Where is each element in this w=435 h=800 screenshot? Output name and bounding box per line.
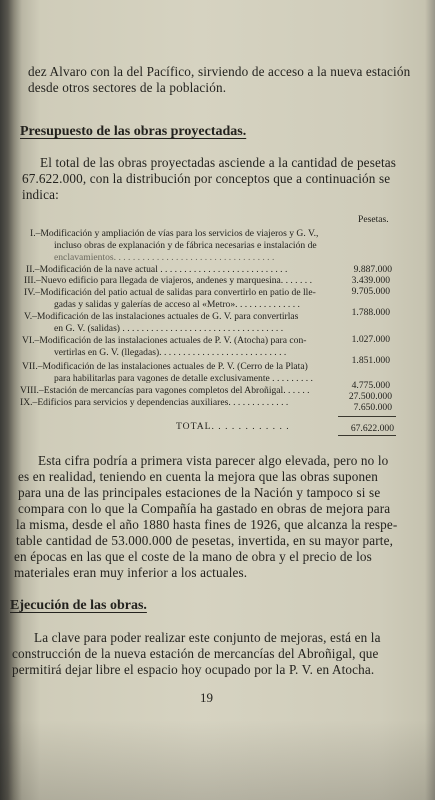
- page-number: 19: [200, 690, 213, 705]
- paragraph-line: materiales eran muy inferior a los actuales.: [14, 565, 248, 580]
- paragraph-line: es en realidad, teniendo en cuenta la mejora que las obras suponen: [18, 469, 378, 484]
- total-amount: 67.622.000: [350, 423, 394, 434]
- intro-line: desde otros sectores de la población.: [28, 80, 227, 95]
- table-row-line: gadas y salidas y galerías de acceso al «Metro». . . . . . . . . . . . . .: [54, 299, 300, 310]
- intro-line: dez Alvaro con la del Pacífico, sirviendo de acceso a la nueva estación: [28, 64, 411, 79]
- table-row-line: enclavamientos. . . . . . . . . . . . . . . . . . . . . . . . . . . . . . . . . .: [54, 252, 275, 263]
- table-row-line: IX.–Edificios para servicios y dependencias auxiliares. . . . . . . . . . . . .: [20, 397, 289, 408]
- table-row-line: VII.–Modificación de las instalaciones actuales de P. V. (Cerro de la Plata): [22, 361, 308, 372]
- table-amount: 9.887.000: [353, 264, 392, 275]
- paragraph-line: para una de las principales estaciones de la Nación y tampoco si se: [18, 485, 381, 500]
- table-row-line: I.–Modificación y ampliación de vías para los servicios de viajeros y G. V.,: [30, 228, 319, 239]
- paragraph-line: en épocas en las que el coste de la mano de obra y el precio de los: [14, 549, 372, 564]
- column-header-pesetas: Pesetas.: [358, 214, 389, 225]
- total-label: TOTAL. . . . . . . . . . . .: [176, 421, 290, 432]
- table-row-line: II.–Modificación de la nave actual . . . . . . . . . . . . . . . . . . . . . . . . . . .: [26, 264, 288, 275]
- total-rule: [338, 416, 396, 417]
- table-amount: 27.500.000: [348, 391, 392, 402]
- table-row-line: V.–Modificación de las instalaciones actuales de G. V. para convertirlas: [24, 311, 299, 322]
- table-row-line: en G. V. (salidas) . . . . . . . . . . . . . . . . . . . . . . . . . . . . . . . . . .: [54, 323, 284, 334]
- paragraph-line: La clave para poder realizar este conjunto de mejoras, está en la: [34, 630, 381, 645]
- table-amount: 9.705.000: [351, 286, 390, 297]
- paragraph-line: la misma, desde el año 1880 hasta fines de 1926, que alcanza la respe-: [16, 517, 398, 532]
- table-row-line: para habilitarlas para vagones de detalle exclusivamente . . . . . . . . .: [54, 373, 313, 384]
- paragraph-line: construcción de la nueva estación de mercancías del Abroñigal, que: [12, 646, 379, 661]
- table-row-line: VI.–Modificación de las instalaciones actuales de P. V. (Atocha) para con-: [22, 335, 307, 346]
- table-row-line: vertirlas en G. V. (llegadas). . . . . . . . . . . . . . . . . . . . . . . . . . .: [54, 347, 287, 358]
- paragraph-line: compara con lo que la Compañía ha gastado en obras de mejora para: [18, 501, 391, 516]
- table-amount: 1.788.000: [351, 307, 390, 318]
- table-amount: 7.650.000: [353, 402, 392, 413]
- paragraph-line: 67.622.000, con la distribución por conceptos que a continuación se: [22, 171, 391, 186]
- paragraph-line: Esta cifra podría a primera vista parecer algo elevada, pero no lo: [38, 453, 389, 468]
- table-amount: 3.439.000: [351, 275, 390, 286]
- table-row-line: incluso obras de explanación y de fábrica necesarias e instalación de: [54, 240, 317, 251]
- table-row-line: VIII.–Estación de mercancías para vagones completos del Abroñigal. . . . . .: [20, 385, 310, 396]
- section-heading-execution: Ejecución de las obras.: [10, 598, 147, 613]
- paragraph-line: El total de las obras proyectadas asciende a la cantidad de pesetas: [40, 155, 397, 170]
- section-heading-budget: Presupuesto de las obras proyectadas.: [20, 124, 247, 139]
- table-row-line: III.–Nuevo edificio para llegada de viajeros, andenes y marquesina. . . . . . .: [24, 275, 312, 286]
- paragraph-line: table cantidad de 53.000.000 de pesetas, invertida, en su mayor parte,: [16, 533, 394, 548]
- table-amount: 1.851.000: [351, 355, 390, 366]
- table-amount: 1.027.000: [351, 334, 390, 345]
- table-amount: 4.775.000: [351, 380, 390, 391]
- paragraph-line: permitirá dejar libre el espacio hoy ocupado por la P. V. en Atocha.: [12, 662, 375, 677]
- total-rule-bottom: [338, 435, 396, 436]
- paragraph-line: indica:: [22, 187, 59, 202]
- table-row-line: IV.–Modificación del patio actual de salidas para convertirlo en patio de lle-: [24, 287, 316, 298]
- page-shadow: [0, 720, 435, 800]
